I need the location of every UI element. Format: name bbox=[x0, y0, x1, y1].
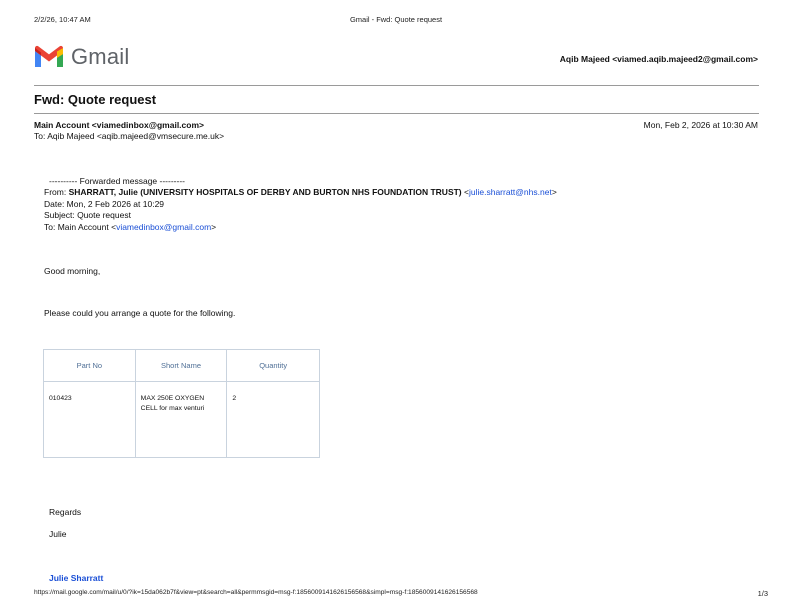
cell-part-no: 010423 bbox=[44, 382, 136, 458]
account-email: Aqib Majeed <viamed.aqib.majeed2@gmail.com> bbox=[559, 54, 758, 64]
signature-name[interactable]: Julie Sharratt bbox=[49, 573, 104, 583]
gmail-logo[interactable] bbox=[33, 44, 129, 70]
forwarded-from-name: SHARRATT, Julie (UNIVERSITY HOSPITALS OF DERBY AND BURTON NHS FOUNDATION TRUST) bbox=[68, 187, 462, 197]
cell-quantity: 2 bbox=[227, 382, 320, 458]
message-date: Mon, Feb 2, 2026 at 10:30 AM bbox=[643, 120, 758, 130]
gmail-m-icon bbox=[33, 45, 65, 69]
request-text: Please could you arrange a quote for the following. bbox=[44, 308, 236, 318]
forwarded-subject: Subject: Quote request bbox=[44, 210, 131, 220]
forwarded-from-gt: > bbox=[551, 187, 557, 197]
forwarded-to-email-link[interactable]: viamedinbox@gmail.com bbox=[116, 222, 212, 232]
forwarded-from bbox=[44, 187, 557, 197]
forwarded-date: Date: Mon, 2 Feb 2026 at 10:29 bbox=[44, 199, 165, 209]
recipient: To: Aqib Majeed <aqib.majeed@vmsecure.me.uk> bbox=[34, 131, 225, 141]
forwarded-divider: ---------- Forwarded message --------- bbox=[49, 176, 185, 186]
print-url: https://mail.google.com/mail/u/0/?ik=15da062b7f&view=pt&search=all&permmsgid=msg-f:1856009141626156568&simpl=msg-f:1856009141626156568 bbox=[34, 589, 478, 596]
forwarded-to bbox=[44, 222, 216, 232]
forwarded-to-gt: > bbox=[211, 222, 217, 232]
forwarded-to-label: To: Main Account < bbox=[44, 222, 117, 232]
forwarded-from-label: From: bbox=[44, 187, 67, 197]
divider bbox=[34, 113, 759, 114]
table-row bbox=[44, 382, 320, 458]
quote-table bbox=[43, 349, 320, 458]
print-title: Gmail - Fwd: Quote request bbox=[349, 15, 443, 24]
greeting: Good morning, bbox=[44, 266, 101, 276]
gmail-logo-text: Gmail bbox=[71, 44, 130, 69]
print-page-number: 1/3 bbox=[757, 589, 768, 598]
table-header-short-name: Short Name bbox=[135, 350, 227, 382]
signoff-name: Julie bbox=[49, 529, 67, 539]
regards: Regards bbox=[49, 507, 82, 517]
table-header-part-no: Part No bbox=[44, 350, 136, 382]
email-subject: Fwd: Quote request bbox=[34, 92, 157, 107]
print-datetime: 2/2/26, 10:47 AM bbox=[34, 15, 91, 24]
sender[interactable]: Main Account <viamedinbox@gmail.com> bbox=[34, 120, 204, 130]
forwarded-from-email-link[interactable]: julie.sharratt@nhs.net bbox=[469, 187, 552, 197]
signature-name-link[interactable] bbox=[49, 573, 103, 583]
table-header-quantity: Quantity bbox=[227, 350, 320, 382]
table-header-row bbox=[44, 350, 320, 382]
cell-short-name: MAX 250E OXYGEN CELL for max venturi bbox=[135, 382, 227, 458]
forwarded-from-lt: < bbox=[464, 187, 469, 197]
divider bbox=[34, 85, 759, 86]
